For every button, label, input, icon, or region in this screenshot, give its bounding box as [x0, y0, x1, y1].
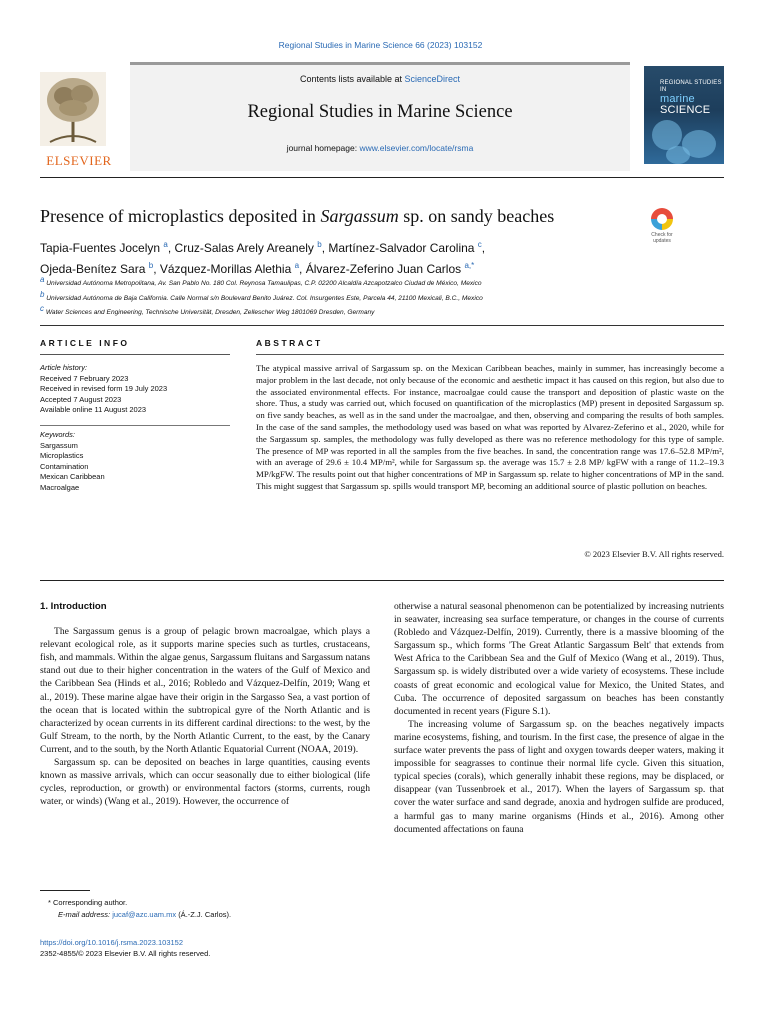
homepage-line [130, 143, 630, 153]
affiliation-marker: a [40, 275, 45, 284]
author-affiliation-marker[interactable]: a,* [464, 261, 475, 270]
history-label: Article history: [40, 363, 88, 372]
title-part-1: Presence of microplastics deposited in [40, 206, 321, 226]
author-line-2: Ojeda-Benítez Sara $^b$, Vázquez-Morillas Alethia $^a$, Álvarez-Zeferino Juan Carlos $^{a,*}$ [40, 261, 475, 276]
footnote-corresponding: * Corresponding author. [48, 898, 128, 907]
title-italic-genus: Sargassum [320, 206, 399, 226]
corresponding-author-footnote [40, 897, 370, 921]
author-name[interactable]: Martínez-Salvador Carolina [328, 241, 478, 255]
cover-title [660, 80, 724, 116]
history-item: Received 7 February 2023 [40, 373, 129, 383]
article-title [40, 205, 640, 227]
check-updates-icon [651, 208, 673, 230]
affiliation-line: $^c$ Water Sciences and Engineering, Technische Universität, Dresden, Zellescher Weg 1801069 Dresden, Germany [40, 304, 375, 317]
history-item: Received in revised form 19 July 2023 [40, 384, 168, 393]
footnote-divider [40, 890, 90, 891]
contents-line [130, 74, 630, 84]
journal-cover-thumbnail[interactable] [644, 66, 724, 164]
author-list [40, 236, 680, 278]
article-info-heading: ARTICLE INFO [40, 338, 130, 348]
history-item: Available online 11 August 2023 [40, 405, 147, 414]
section-heading-introduction: 1. Introduction [40, 601, 107, 612]
keywords-block [40, 430, 230, 493]
author-name[interactable]: Álvarez-Zeferino Juan Carlos [305, 262, 465, 276]
keywords-label: Keywords: [40, 430, 76, 439]
article-info-rule [40, 354, 230, 355]
author-name[interactable]: Cruz-Salas Arely Areanely [174, 241, 318, 255]
author-name[interactable]: Ojeda-Benítez Sara [40, 262, 149, 276]
running-head[interactable]: Regional Studies in Marine Science 66 (2023) 103152 [278, 40, 483, 50]
masthead-divider [40, 177, 724, 178]
author-email-link[interactable]: jucaf@azc.uam.mx [112, 910, 177, 919]
journal-homepage-link[interactable]: www.elsevier.com/locate/rsma [359, 143, 474, 153]
body-column-left [40, 600, 370, 808]
affiliation-marker: c [40, 304, 44, 314]
affiliation-line: $^b$ Universidad Autónoma de Baja California. Calle Normal s/n Boulevard Benito Juárez. Col. Insurgentes Este, Parcela 44, 21100 Mexicali, B.C., Mexico [40, 289, 483, 302]
keyword-item[interactable]: Sargassum [40, 440, 78, 450]
history-item: Accepted 7 August 2023 [40, 394, 122, 404]
doi-link[interactable]: https://doi.org/10.1016/j.rsma.2023.103152 [40, 938, 184, 947]
body-column-right [394, 600, 724, 836]
keyword-item[interactable]: Microplastics [40, 451, 84, 460]
affiliation-marker: b [40, 289, 45, 299]
author-affiliation-marker[interactable]: c [477, 240, 482, 249]
author-affiliation-marker[interactable]: a [163, 240, 168, 249]
issn-copyright: 2352-4855/© 2023 Elsevier B.V. All rights reserved. [40, 949, 211, 958]
affiliations [40, 275, 720, 319]
abstract-rule [256, 354, 724, 355]
email-label: E-mail address: [58, 910, 111, 919]
elsevier-tree-icon [40, 72, 106, 146]
cover-line-3: SCIENCE [660, 104, 711, 116]
cover-line-1: REGIONAL STUDIES IN [660, 80, 722, 93]
keywords-divider [40, 425, 230, 426]
journal-title: Regional Studies in Marine Science [247, 102, 513, 122]
email-suffix: (Á.-Z.J. Carlos). [178, 910, 232, 919]
publisher-name: ELSEVIER [46, 153, 112, 168]
elsevier-logo[interactable] [40, 72, 118, 168]
abstract-heading: ABSTRACT [256, 338, 323, 348]
author-name[interactable]: Tapia-Fuentes Jocelyn [40, 241, 164, 255]
body-paragraph: otherwise a natural seasonal phenomenon can be potentialized by increasing nutrients in seawater, increasing sea surface temperature, or changes in the course of currents (Robledo and Vázquez-Delfín, 2019). Currently, there is a massive blooming of the Sargassum sp., which forms 'The Great Atlantic Sargassum Belt' that extends from West Africa to the Caribbean Sea and the Gulf of Mexico (Wang et al., 2019). Thus, Sargassum sp. is widely distributed over a wide variety of ecosystems. These include coasts of great economic and ecological value for Mexico, the United States, and Cuba. The occurrence of deposited sargassum on beaches has been constantly documented in recent years (Figure S.1). [394, 601, 724, 717]
affiliation-line: $^a$ Universidad Autónoma Metropolitana, Av. San Pablo No. 180 Col. Reynosa Tamaulipas, C.P. 02200 Alcaldía Azcapotzalco Ciudad de México, Mexico [40, 275, 482, 288]
author-affiliation-marker[interactable]: b [148, 261, 154, 270]
author-affiliation-marker[interactable]: a [294, 261, 300, 270]
keyword-item[interactable]: Contamination [40, 461, 89, 471]
article-history [40, 363, 230, 416]
author-affiliation-marker[interactable]: b [317, 240, 322, 249]
header-divider [40, 325, 724, 326]
cover-line-2: marine [660, 93, 695, 105]
homepage-prefix: journal homepage: [286, 143, 360, 153]
abstract-divider [40, 580, 724, 581]
author-line-1: Tapia-Fuentes Jocelyn $^a$, Cruz-Salas Arely Areanely $^b$, Martínez-Salvador Carolina $^c$, [40, 240, 486, 255]
masthead-center [130, 62, 630, 171]
title-part-2: sp. on sandy beaches [398, 206, 555, 226]
contents-prefix: Contents lists available at [299, 74, 405, 84]
body-paragraph: The Sargassum genus is a group of pelagic brown macroalgae, which plays a relevant ecological role, as it supports marine species such as turtles, crustaceans, fish, and mammals. Within the algae genus, Sargassum fluitans and Sargassum natans stand out due to their higher concentration in the waters of the Gulf of Mexico and the Caribbean Sea (Hinds et al., 2016; Robledo and Vázquez-Delfín, 2019; Wang et al., 2019). These marine algae have their origin in the Sargasso Sea, a vast portion of the ocean that is located within the subtropical gyre of the North Atlantic and is characterized by ocean currents in its different cardinal directions: to the west, by the Gulf Stream, to the north, by the North Atlantic Current, to the east, by the Canary Current, and to the south, by the North Atlantic Equatorial Current (NOAA, 2019). [40, 626, 370, 755]
journal-masthead [40, 62, 724, 168]
keyword-item[interactable]: Mexican Caribbean [40, 472, 105, 481]
author-name[interactable]: Vázquez-Morillas Alethia [159, 262, 295, 276]
check-updates-label: Check for updates [651, 232, 673, 244]
body-paragraph: The increasing volume of Sargassum sp. on the beaches negatively impacts marine ecosystems, fishing, and tourism. In the first case, the presence of algae in the surface water prevents the pass of light and oxygen towards deeper waters, making it impossible for seagrasses to continue their normal life cycle. Given this situation, typical species (corals), which generally inhabit these regions, may be displaced, or disappear (van Tussenbroek et al., 2017). When the layers of Sargassum sp. that cover the water surface and sand degrade, anoxia and hydrogen sulfide are produced, a harmful gas to many marine organisms (Hinds et al., 2016). Among other documented affectations on fauna [394, 718, 724, 835]
footnote-email-line [40, 909, 370, 921]
abstract-text: The atypical massive arrival of Sargassum sp. on the Mexican Caribbean beaches, mainly in summer, has increasingly become a major problem in the last decade, not only because of the economic and aesthetic impact it has caused on this region, but also due to the associated environmental effects. For instance, macroalgae could cause the transport and deposition of plastic waste on the shore. Thus, a study was carried out, which focused on quantification of the microplastics (MP) present in deposited Sargassum sp. on five sandy beaches, as well as in the sand under the macroalgae, and then, observing and comparing the results of both samples. In the case of the sand samples, the methodology used was based on what was reported by Alvarez-Zeferino et al., 2020, while for the Sargassum sp. samples, the methodology was fully developed as there was no reference methodology for this type of sample. The presence of MP was reported in all the samples from the five beaches. In sand, the concentration range was 17.6–52.8 MP/m², with an average of 29.6 ± 10.4 MP/m², while for Sargassum sp. the average was 15.7 ± 2.8 MP/ kgFW with a range of 11.2–19.3 MP/kgFW. The results point out that higher concentrations of MP in Sargassum sp. relate to higher concentrations of MP in the sand. This might suggest that Sargassum sp. spills would transport MP, becoming an additional source of plastic pollution on beaches. [256, 363, 724, 491]
body-paragraph: Sargassum sp. can be deposited on beaches in large quantities, causing events known as massive arrivals, which can occur seasonally due to either biological (life cycles, reproduction, or growth) or environmental factors (storms, currents, rough water, or winds) (Wang et al., 2019). However, the occurrence of [40, 757, 370, 808]
doi-block [40, 937, 370, 959]
keyword-item[interactable]: Macroalgae [40, 482, 80, 492]
sciencedirect-link[interactable]: ScienceDirect [404, 74, 461, 84]
abstract-copyright: © 2023 Elsevier B.V. All rights reserved. [584, 549, 724, 559]
